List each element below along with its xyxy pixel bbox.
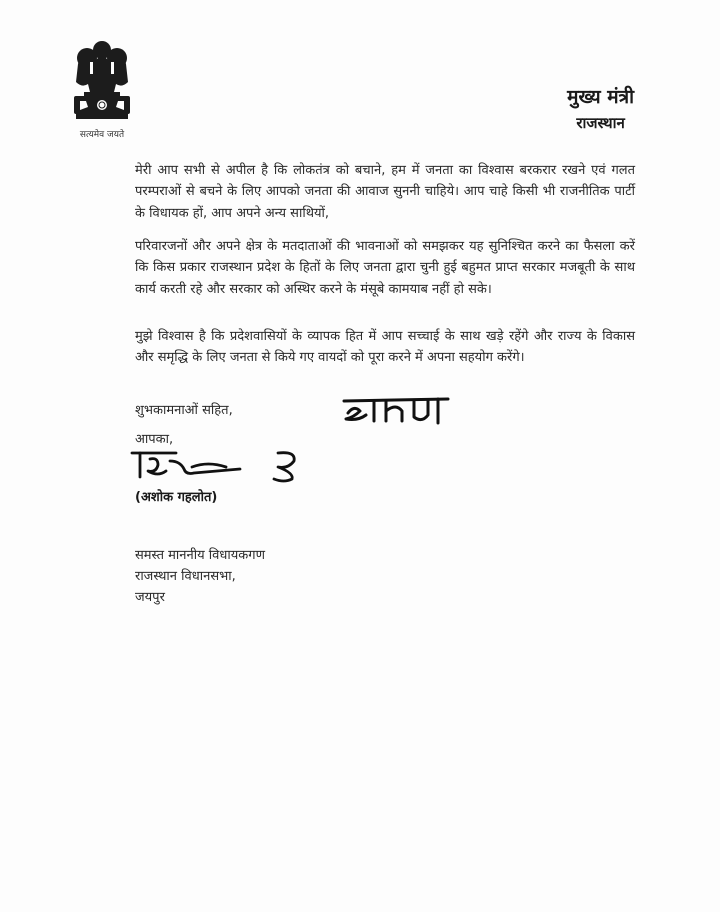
emblem-motto: सत्यमेव जयते <box>79 130 125 140</box>
signature <box>128 447 308 485</box>
designation-state: राजस्थान <box>576 114 625 132</box>
recipient-line: राजस्थान विधानसभा, <box>135 569 236 584</box>
recipient-block <box>135 545 265 608</box>
signature-icon <box>128 447 308 485</box>
letter-closing: शुभकामनाओं सहित, <box>135 403 233 418</box>
lion-capital-icon <box>62 38 142 130</box>
signatory-name: (अशोक गहलोत) <box>135 490 218 505</box>
letter-paragraph-3: मुझे विश्वास है कि प्रदेशवासियों के व्यापक हित में आप सच्चाई के साथ खड़े रहेंगे और राज्य के विकास और समृद्धि के लिए जनता से किये गए वायदों को पूरा करने में अपना सहयोग करेंगे। <box>135 329 635 366</box>
letter-paragraph-1: मेरी आप सभी से अपील है कि लोकतंत्र को बचाने, हम में जनता का विश्वास बरकरार रखने एवं गलत परम्पराओं से बचने के लिए आपको जनता की आवाज सुननी चाहिये। आप चाहे किसी भी राजनीतिक पार्टी के विधायक हों, आप अपने अन्य साथियों, <box>135 163 635 221</box>
state-emblem <box>62 38 142 138</box>
recipient-line: जयपुर <box>135 590 165 605</box>
recipient-line: समस्त माननीय विधायकगण <box>135 548 265 563</box>
handwriting-icon <box>340 393 455 427</box>
letter-sign-off: आपका, <box>135 432 174 447</box>
handwritten-note <box>340 393 455 427</box>
letterhead-designation <box>567 83 634 133</box>
designation-title: मुख्य मंत्री <box>567 86 634 108</box>
letter-paragraph-2: परिवारजनों और अपने क्षेत्र के मतदाताओं की भावनाओं को समझकर यह सुनिश्चित करने का फैसला करें कि किस प्रकार राजस्थान प्रदेश के हितों के लिए जनता द्वारा चुनी हुई बहुमत प्राप्त सरकार मजबूती के साथ कार्य करती रहे और सरकार को अस्थिर करने के मंसूबे कामयाब नहीं हो सके। <box>135 239 635 297</box>
